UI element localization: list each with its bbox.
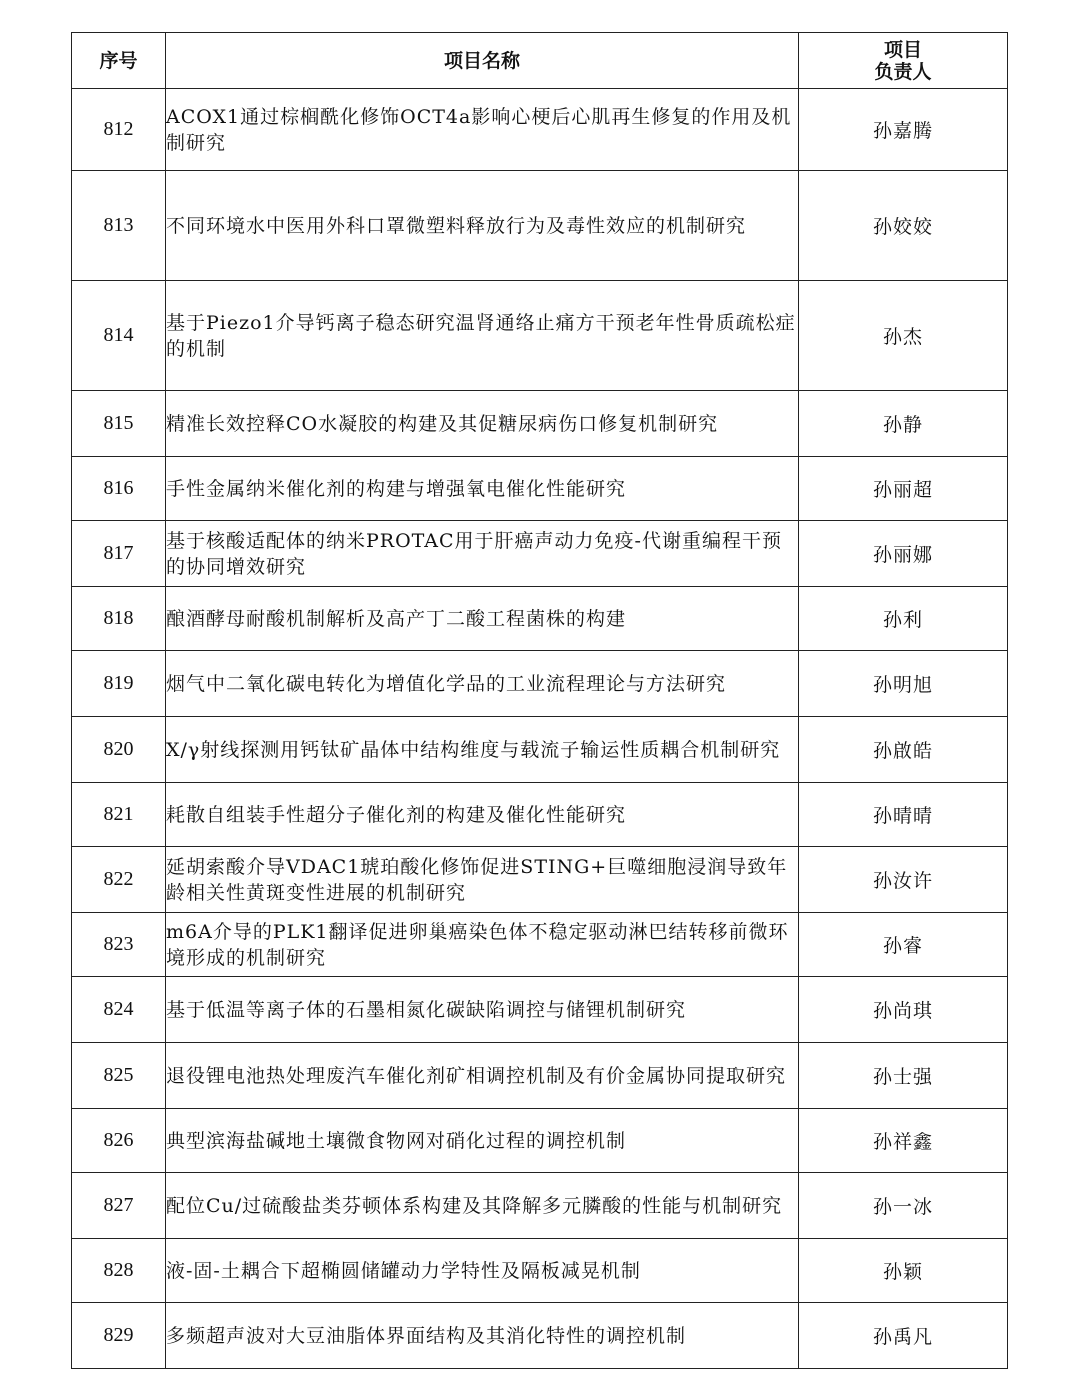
project-name: ACOX1通过棕榈酰化修饰OCT4a影响心梗后心肌再生修复的作用及机制研究 — [166, 89, 799, 171]
row-number: 816 — [72, 457, 166, 521]
header-no: 序号 — [72, 33, 166, 89]
table-row — [72, 587, 1008, 651]
row-number: 827 — [72, 1173, 166, 1239]
project-lead: 孙丽娜 — [799, 521, 1008, 587]
project-name: 典型滨海盐碱地土壤微食物网对硝化过程的调控机制 — [166, 1109, 799, 1173]
table-row — [72, 89, 1008, 171]
project-lead: 孙啟皓 — [799, 717, 1008, 783]
project-name: 基于低温等离子体的石墨相氮化碳缺陷调控与储锂机制研究 — [166, 977, 799, 1043]
table-row — [72, 1043, 1008, 1109]
project-lead: 孙姣姣 — [799, 171, 1008, 281]
project-lead: 孙尚琪 — [799, 977, 1008, 1043]
row-number: 818 — [72, 587, 166, 651]
project-name: 基于Piezo1介导钙离子稳态研究温肾通络止痛方干预老年性骨质疏松症的机制 — [166, 281, 799, 391]
project-lead: 孙祥鑫 — [799, 1109, 1008, 1173]
header-name: 项目名称 — [166, 33, 799, 89]
table-row — [72, 847, 1008, 913]
project-name: 手性金属纳米催化剂的构建与增强氧电催化性能研究 — [166, 457, 799, 521]
project-name: 酿酒酵母耐酸机制解析及高产丁二酸工程菌株的构建 — [166, 587, 799, 651]
row-number: 814 — [72, 281, 166, 391]
table-row — [72, 1173, 1008, 1239]
row-number: 826 — [72, 1109, 166, 1173]
project-name: 精准长效控释CO水凝胶的构建及其促糖尿病伤口修复机制研究 — [166, 391, 799, 457]
header-lead-line2: 负责人 — [874, 60, 932, 83]
project-name: m6A介导的PLK1翻译促进卵巢癌染色体不稳定驱动淋巴结转移前微环境形成的机制研究 — [166, 913, 799, 977]
project-lead: 孙睿 — [799, 913, 1008, 977]
header-lead — [799, 33, 1008, 89]
row-number: 817 — [72, 521, 166, 587]
table-header-row — [72, 33, 1008, 89]
project-lead: 孙汝许 — [799, 847, 1008, 913]
row-number: 824 — [72, 977, 166, 1043]
header-lead-line1: 项目 — [883, 38, 922, 61]
row-number: 825 — [72, 1043, 166, 1109]
project-name: 不同环境水中医用外科口罩微塑料释放行为及毒性效应的机制研究 — [166, 171, 799, 281]
project-lead: 孙一冰 — [799, 1173, 1008, 1239]
table-row — [72, 651, 1008, 717]
project-name: 液-固-土耦合下超椭圆储罐动力学特性及隔板减晃机制 — [166, 1239, 799, 1303]
project-lead: 孙禹凡 — [799, 1303, 1008, 1369]
row-number: 828 — [72, 1239, 166, 1303]
project-lead: 孙士强 — [799, 1043, 1008, 1109]
row-number: 819 — [72, 651, 166, 717]
project-table — [71, 32, 1008, 1369]
table-row — [72, 783, 1008, 847]
row-number: 815 — [72, 391, 166, 457]
project-name: X/γ射线探测用钙钛矿晶体中结构维度与载流子输运性质耦合机制研究 — [166, 717, 799, 783]
row-number: 812 — [72, 89, 166, 171]
table-row — [72, 913, 1008, 977]
project-lead: 孙利 — [799, 587, 1008, 651]
table-row — [72, 1239, 1008, 1303]
project-name: 退役锂电池热处理废汽车催化剂矿相调控机制及有价金属协同提取研究 — [166, 1043, 799, 1109]
table-row — [72, 281, 1008, 391]
table-row — [72, 171, 1008, 281]
project-name: 耗散自组装手性超分子催化剂的构建及催化性能研究 — [166, 783, 799, 847]
row-number: 823 — [72, 913, 166, 977]
project-lead: 孙丽超 — [799, 457, 1008, 521]
project-name: 多频超声波对大豆油脂体界面结构及其消化特性的调控机制 — [166, 1303, 799, 1369]
table-row — [72, 717, 1008, 783]
project-lead: 孙颖 — [799, 1239, 1008, 1303]
project-name: 烟气中二氧化碳电转化为增值化学品的工业流程理论与方法研究 — [166, 651, 799, 717]
row-number: 813 — [72, 171, 166, 281]
row-number: 829 — [72, 1303, 166, 1369]
table-row — [72, 521, 1008, 587]
project-lead: 孙嘉腾 — [799, 89, 1008, 171]
row-number: 820 — [72, 717, 166, 783]
project-lead: 孙晴晴 — [799, 783, 1008, 847]
project-lead: 孙明旭 — [799, 651, 1008, 717]
project-name: 延胡索酸介导VDAC1琥珀酸化修饰促进STING+巨噬细胞浸润导致年龄相关性黄斑变性进展的机制研究 — [166, 847, 799, 913]
project-lead: 孙杰 — [799, 281, 1008, 391]
table-row — [72, 1109, 1008, 1173]
table-row — [72, 1303, 1008, 1369]
project-lead: 孙静 — [799, 391, 1008, 457]
project-name: 基于核酸适配体的纳米PROTAC用于肝癌声动力免疫-代谢重编程干预的协同增效研究 — [166, 521, 799, 587]
table-row — [72, 977, 1008, 1043]
table-row — [72, 457, 1008, 521]
table-row — [72, 391, 1008, 457]
project-name: 配位Cu/过硫酸盐类芬顿体系构建及其降解多元膦酸的性能与机制研究 — [166, 1173, 799, 1239]
row-number: 821 — [72, 783, 166, 847]
row-number: 822 — [72, 847, 166, 913]
